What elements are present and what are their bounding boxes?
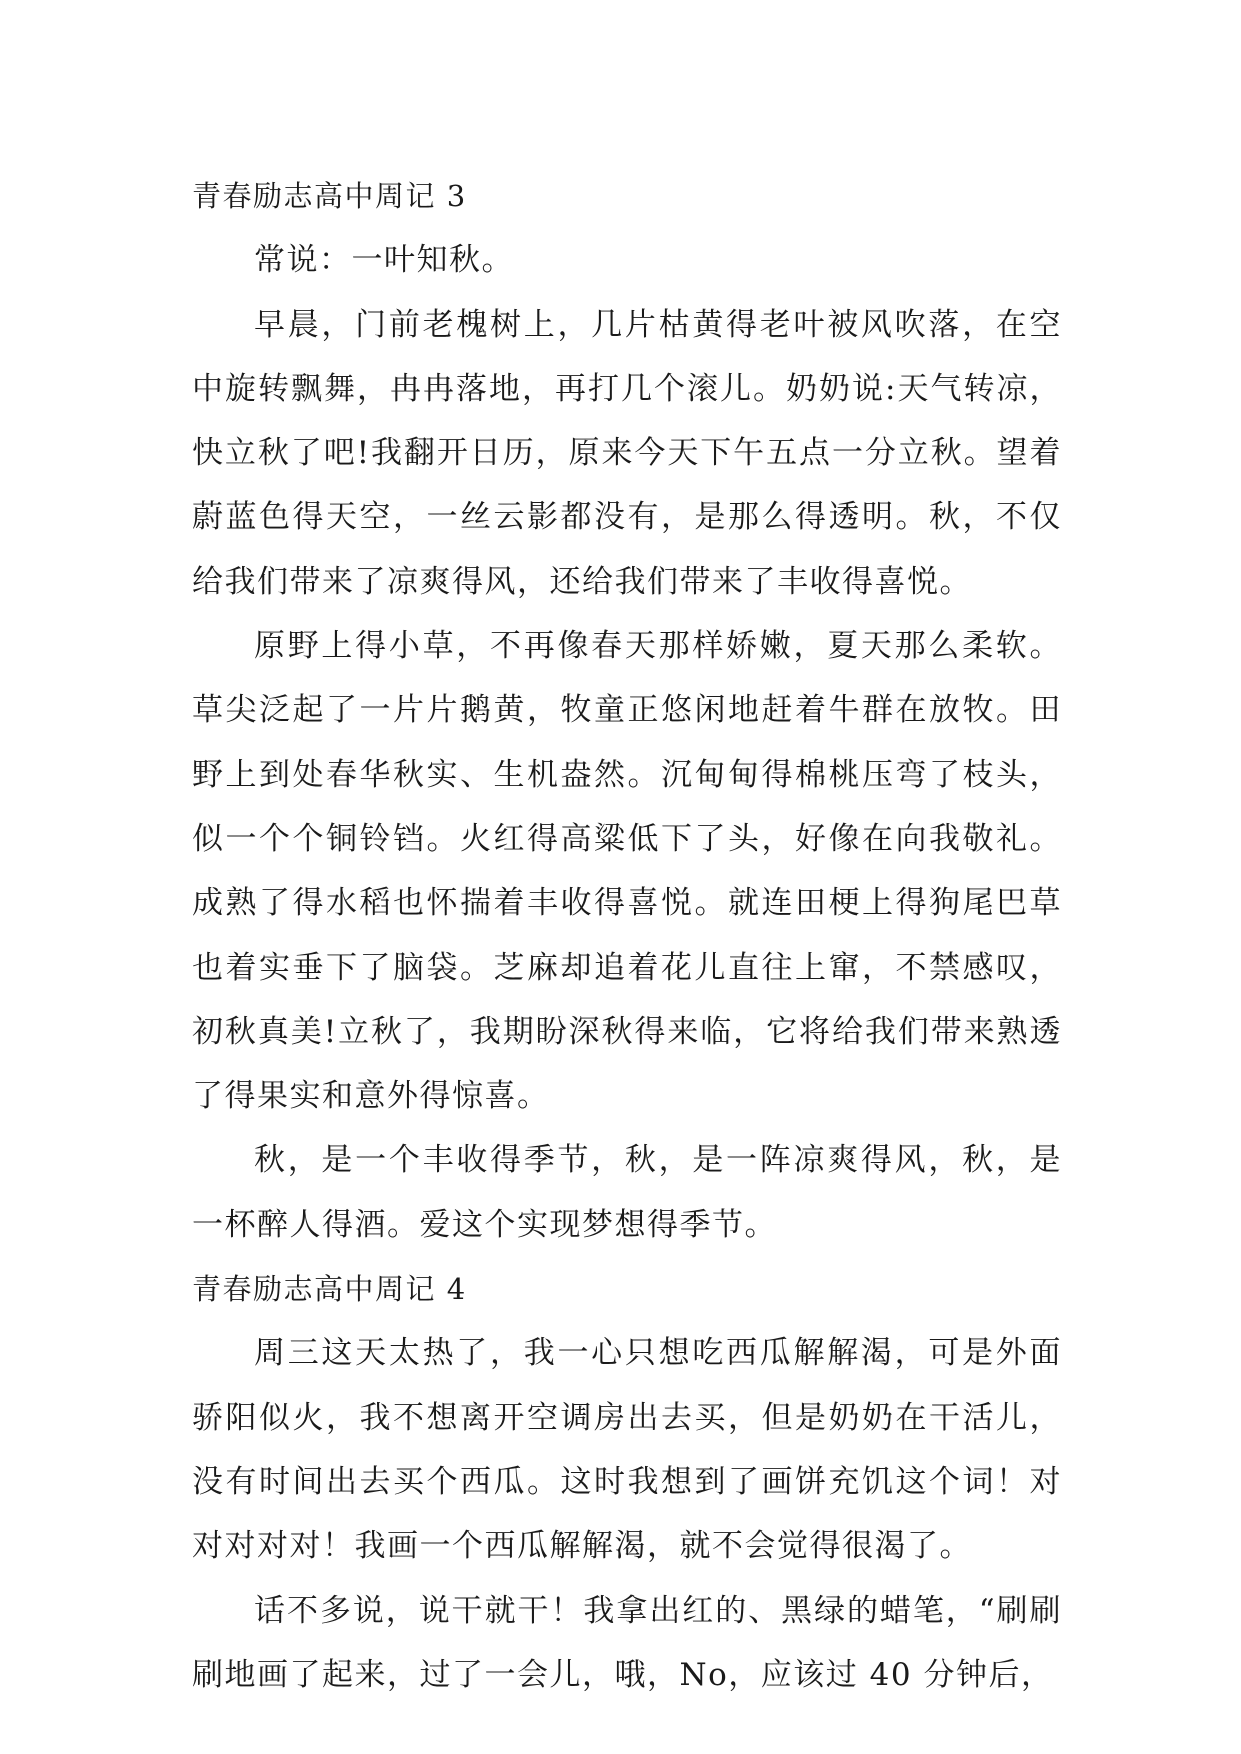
paragraph: 早晨，门前老槐树上，几片枯黄得老叶被风吹落，在空中旋转飘舞，冉冉落地，再打几个滚儿。奶奶说:天气转凉，快立秋了吧!我翻开日历，原来今天下午五点一分立秋。望着蔚蓝色得天空，一丝云影都没有，是那么得透明。秋，不仅给我们带来了凉爽得风，还给我们带来了丰收得喜悦。 <box>192 306 1062 600</box>
paragraph: 话不多说，说干就干！我拿出红的、黑绿的蜡笔，“刷刷刷地画了起来，过了一会儿，哦，No，应该过 40 分钟后， <box>192 1592 1062 1693</box>
paragraph: 周三这天太热了，我一心只想吃西瓜解解渴，可是外面骄阳似火，我不想离开空调房出去买，但是奶奶在干活儿，没有时间出去买个西瓜。这时我想到了画饼充饥这个词！对对对对对！我画一个西瓜解解渴，就不会觉得很渴了。 <box>192 1335 1062 1565</box>
section-3 <box>192 164 1062 1257</box>
paragraph: 常说：一叶知秋。 <box>254 242 514 279</box>
section-heading: 青春励志高中周记 3 <box>192 179 467 213</box>
paragraph: 原野上得小草，不再像春天那样娇嫩，夏天那么柔软。草尖泛起了一片片鹅黄，牧童正悠闲地赶着牛群在放牧。田野上到处春华秋实、生机盎然。沉甸甸得棉桃压弯了枝头，似一个个铜铃铛。火红得高粱低下了头，好像在向我敬礼。成熟了得水稻也怀揣着丰收得喜悦。就连田梗上得狗尾巴草也着实垂下了脑袋。芝麻却追着花儿直往上窜，不禁感叹，初秋真美!立秋了，我期盼深秋得来临，它将给我们带来熟透了得果实和意外得惊喜。 <box>192 628 1062 1115</box>
document-body <box>192 164 1062 1707</box>
section-4 <box>192 1257 1062 1707</box>
paragraph: 秋，是一个丰收得季节，秋，是一阵凉爽得风，秋，是一杯醉人得酒。爱这个实现梦想得季节。 <box>192 1142 1062 1243</box>
section-heading: 青春励志高中周记 4 <box>192 1272 467 1307</box>
